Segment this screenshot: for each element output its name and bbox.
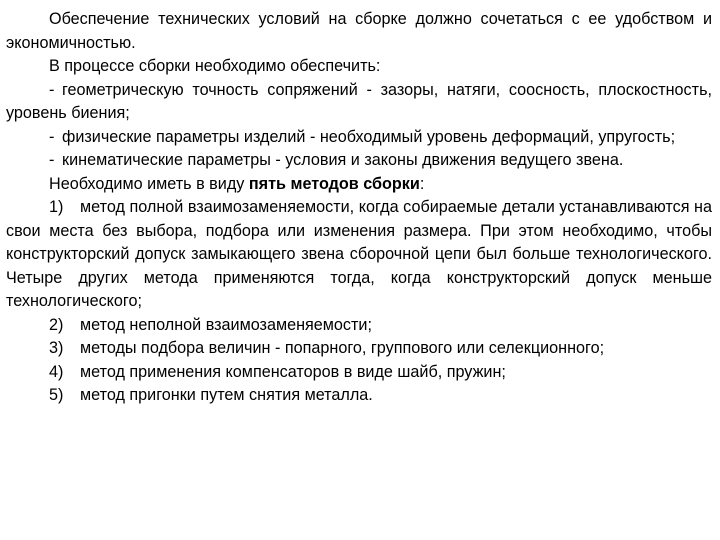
method-number: 5) bbox=[49, 386, 64, 404]
method-text: метод применения компенсаторов в виде шайб, пружин; bbox=[80, 362, 506, 381]
method-text: метод неполной взаимозаменяемости; bbox=[80, 315, 372, 334]
method-item-2 bbox=[6, 314, 712, 338]
method-number: 3) bbox=[49, 339, 64, 357]
method-number: 2) bbox=[49, 315, 64, 334]
method-text: метод полной взаимозаменяемости, когда собираемые детали устанавливаются на свои места без выбора, подбора или изменения размера. При этом необходимо, чтобы конструкторский допуск замыкающего звена сборочной цепи был больше технологического. Четыре других метода применяются тогда, когда конструкторский допуск меньше технологического; bbox=[6, 198, 712, 310]
dash-item-geometric bbox=[6, 79, 712, 126]
paragraph-requirements: В процессе сборки необходимо обеспечить: bbox=[49, 57, 381, 75]
document-body bbox=[6, 8, 712, 408]
method-item-3 bbox=[6, 337, 712, 361]
paragraph-intro: Обеспечение технических условий на сборке должно сочетаться с ее удобством и экономичностью. bbox=[6, 10, 712, 52]
method-text: метод пригонки путем снятия металла. bbox=[80, 386, 373, 404]
dash-marker: - bbox=[49, 127, 55, 146]
dash-marker: - bbox=[49, 151, 55, 169]
method-number: 4) bbox=[49, 362, 64, 381]
dash-item-text: кинематические параметры - условия и законы движения ведущего звена. bbox=[62, 151, 624, 169]
method-item-1 bbox=[6, 196, 712, 314]
dash-item-physical bbox=[6, 126, 712, 150]
paragraph-methods-intro bbox=[6, 173, 712, 197]
dash-item-text: геометрическую точность сопряжений - зазоры, натяги, соосность, плоскостность, уровень биения; bbox=[6, 80, 712, 122]
methods-intro-text: Необходимо иметь в виду bbox=[49, 174, 249, 193]
methods-intro-bold: пять методов сборки bbox=[248, 174, 420, 193]
method-item-5 bbox=[6, 384, 712, 408]
method-number: 1) bbox=[49, 198, 64, 216]
dash-item-text: физические параметры изделий - необходимый уровень деформаций, упругость; bbox=[62, 127, 676, 146]
methods-intro-colon: : bbox=[419, 174, 425, 193]
method-item-4 bbox=[6, 361, 712, 385]
dash-item-kinematic bbox=[6, 149, 712, 173]
dash-marker: - bbox=[49, 80, 55, 99]
method-text: методы подбора величин - попарного, группового или селекционного; bbox=[80, 339, 605, 357]
